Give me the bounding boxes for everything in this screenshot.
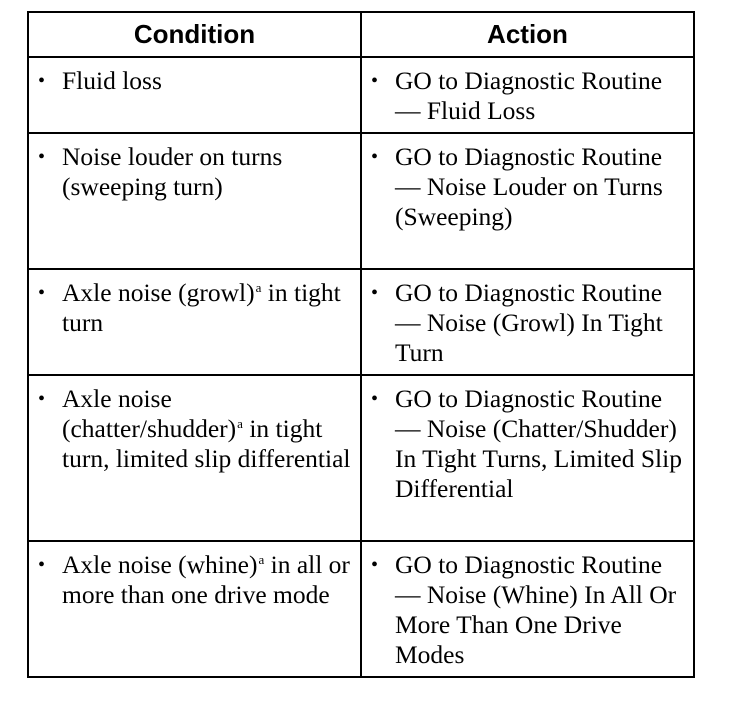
header-row: [28, 12, 694, 57]
condition-text: Noise louder on turns (sweeping turn): [62, 142, 283, 201]
footnote-marker: a: [255, 280, 262, 295]
condition-text: Axle noise (whine): [62, 550, 258, 579]
condition-header: Condition: [28, 12, 361, 57]
condition-cell: [28, 541, 361, 677]
action-text: GO to Diagnostic Routine — Noise Louder on Turns (Sweeping): [395, 142, 663, 231]
table-row: [28, 269, 694, 375]
condition-cell: [28, 269, 361, 375]
bullet-icon: •: [38, 70, 46, 92]
action-text: GO to Diagnostic Routine — Noise (Growl) In Tight Turn: [395, 278, 663, 367]
condition-text-tail: in tight turn, limited slip differential: [62, 414, 351, 473]
condition-text: Axle noise (growl): [62, 278, 255, 307]
bullet-icon: •: [371, 388, 379, 410]
action-header: Action: [361, 12, 694, 57]
bullet-icon: •: [371, 70, 379, 92]
action-cell: [361, 541, 694, 677]
bullet-icon: •: [38, 554, 46, 576]
action-cell: [361, 375, 694, 541]
footnote-marker: a: [258, 552, 265, 567]
table-row: [28, 133, 694, 269]
bullet-icon: •: [371, 146, 379, 168]
action-text: GO to Diagnostic Routine — Fluid Loss: [395, 66, 663, 125]
condition-cell: [28, 57, 361, 133]
bullet-icon: •: [38, 388, 46, 410]
condition-cell: [28, 375, 361, 541]
condition-text-tail: in tight turn: [62, 278, 341, 337]
condition-text-tail: in all or more than one drive mode: [62, 550, 350, 609]
condition-cell: [28, 133, 361, 269]
condition-text: Fluid loss: [62, 66, 162, 95]
table-row: [28, 541, 694, 677]
action-cell: [361, 269, 694, 375]
table-row: [28, 57, 694, 133]
action-text: GO to Diagnostic Routine — Noise (Chatter/Shudder) In Tight Turns, Limited Slip Differential: [395, 384, 682, 503]
action-text: GO to Diagnostic Routine — Noise (Whine) In All Or More Than One Drive Modes: [395, 550, 677, 669]
condition-text: Axle noise (chatter/shudder): [62, 384, 237, 443]
bullet-icon: •: [371, 554, 379, 576]
action-cell: [361, 133, 694, 269]
bullet-icon: •: [38, 146, 46, 168]
bullet-icon: •: [371, 282, 379, 304]
diagnostic-table: [27, 11, 695, 678]
table-row: [28, 375, 694, 541]
footnote-marker: a: [237, 416, 243, 431]
bullet-icon: •: [38, 282, 46, 304]
action-cell: [361, 57, 694, 133]
